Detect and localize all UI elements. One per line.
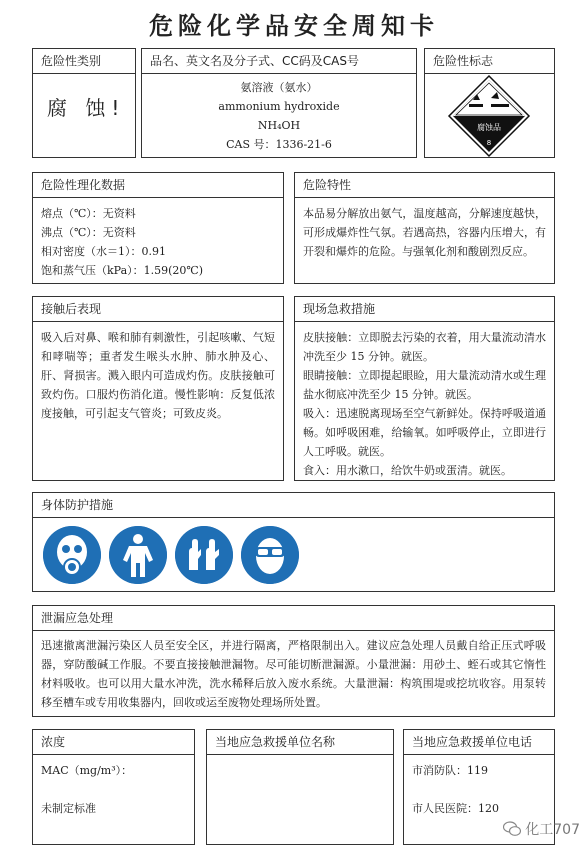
leak-box <box>32 605 555 717</box>
concentration-header: 浓度 <box>33 730 194 755</box>
molecular-formula: NH₄OH <box>257 119 301 132</box>
leak-text: 迅速撤离泄漏污染区人员至安全区，并进行隔离，严格限制出入。建议应急处理人员戴自给正压式呼吸器，穿防酸碱工作服。不要直接接触泄漏物。尽可能切断泄漏源。小量泄漏：用砂土、蛭石或其它惰性材料吸收。也可以用大量水冲洗，洗水稀释后放入废水系统。大量泄漏：构筑围堤或挖坑收容。用泵转移至槽车或专用收集器内，回收或运至废物处理场所处置。 <box>41 639 546 709</box>
hazard-label-header: 危险性标志 <box>425 49 554 74</box>
hospital-phone: 市人民医院：120 <box>412 802 499 815</box>
first-aid-box <box>294 296 555 481</box>
exposure-text: 吸入后对鼻、喉和肺有刺激性，引起咳嗽、气短和哮喘等；重者发生喉头水肿、肺水肿及心、肝、肾损害。溅入眼内可造成灼伤。皮肤接触可致灼伤。口服灼伤消化道。慢性影响：反复低浓度接触，可引起支气管炎；可致皮炎。 <box>41 331 275 420</box>
relative-density: 相对密度（水＝1）：0.91 <box>41 245 166 258</box>
card-title: 危险化学品安全周知卡 <box>149 12 439 40</box>
first-aid-eye: 眼睛接触：立即提起眼睑，用大量流动清水或生理盐水彻底冲洗至少 15 分钟。就医。 <box>303 369 546 401</box>
hazard-props-text: 本品易分解放出氨气，温度越高，分解速度越快，可形成爆炸性气氛。若遇高热，容器内压增大，有开裂和爆炸的危险。与强氧化剂和酸剧烈反应。 <box>303 207 546 258</box>
vapor-pressure: 饱和蒸气压（kPa）：1.59(20℃) <box>41 264 204 277</box>
concentration-box <box>32 729 195 845</box>
hazard-class-header: 危险性类别 <box>33 49 135 74</box>
fire-brigade-phone: 市消防队：119 <box>412 764 488 777</box>
identity-box <box>141 48 417 158</box>
first-aid-skin: 皮肤接触：立即脱去污染的衣着，用大量流动清水冲洗至少 15 分钟。就医。 <box>303 331 546 363</box>
chemical-name-en: ammonium hydroxide <box>218 100 340 113</box>
identity-header: 品名、英文名及分子式、CC码及CAS号 <box>142 49 416 74</box>
exposure-box <box>32 296 284 481</box>
mac-label: MAC（mg/m³）： <box>41 764 133 777</box>
boiling-point: 沸点（℃）：无资料 <box>41 226 136 239</box>
physchem-box <box>32 172 284 284</box>
gloves-icon <box>175 526 233 584</box>
hazard-class-number: 8 <box>486 139 492 147</box>
physchem-header: 危险性理化数据 <box>33 173 283 198</box>
hazard-class-box <box>32 48 136 158</box>
cas-number: CAS 号：1336-21-6 <box>226 138 332 151</box>
rescue-unit-header: 当地应急救援单位名称 <box>207 730 393 755</box>
safety-goggles-icon <box>241 526 299 584</box>
watermark <box>503 819 580 839</box>
first-aid-inhalation: 吸入：迅速脱离现场至空气新鲜处。保持呼吸道通畅。如呼吸困难，给输氧。如呼吸停止，立即进行人工呼吸。就医。 <box>303 407 546 458</box>
melting-point: 熔点（℃）：无资料 <box>41 207 136 220</box>
hazard-label-text: 腐蚀品 <box>477 123 501 132</box>
rescue-phone-header: 当地应急救援单位电话 <box>404 730 554 755</box>
corrosive-diamond-icon <box>425 74 554 158</box>
protection-header: 身体防护措施 <box>33 493 554 518</box>
mac-standard: 未制定标准 <box>41 802 96 815</box>
first-aid-ingestion: 食入：用水漱口，给饮牛奶或蛋清。就医。 <box>303 464 512 477</box>
protective-suit-icon <box>109 526 167 584</box>
chemical-name-cn: 氨溶液（氨水） <box>240 81 318 94</box>
protection-box <box>32 492 555 592</box>
hazard-label-box <box>424 48 555 158</box>
hazard-props-header: 危险特性 <box>295 173 554 198</box>
first-aid-header: 现场急救措施 <box>295 297 554 322</box>
rescue-unit-box <box>206 729 394 845</box>
wechat-icon <box>503 821 521 837</box>
hazard-props-box <box>294 172 555 284</box>
gas-mask-icon <box>43 526 101 584</box>
leak-header: 泄漏应急处理 <box>33 606 554 631</box>
hazard-class-value: 腐 蚀! <box>47 96 126 120</box>
exposure-header: 接触后表现 <box>33 297 283 322</box>
watermark-text: 化工707 <box>525 822 580 838</box>
